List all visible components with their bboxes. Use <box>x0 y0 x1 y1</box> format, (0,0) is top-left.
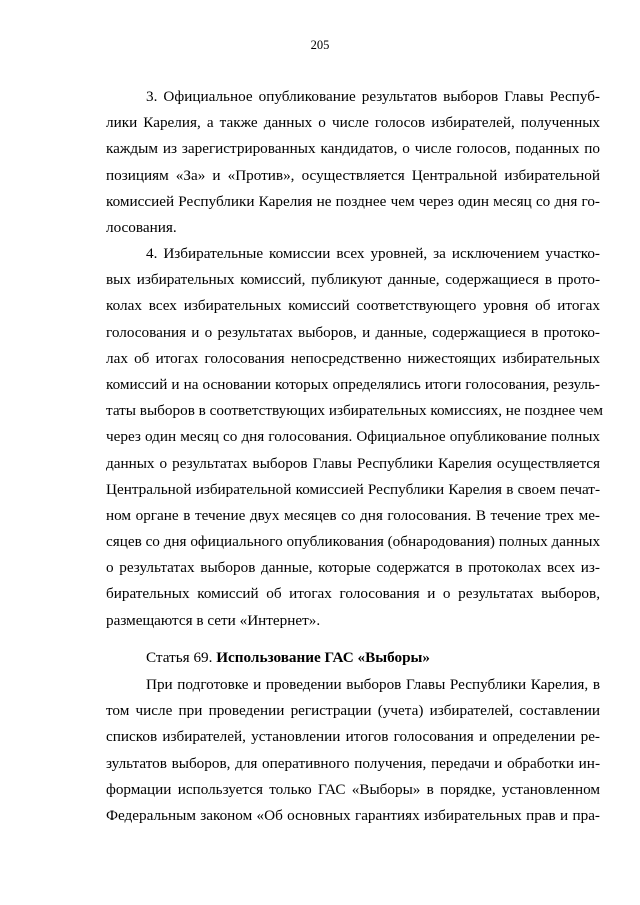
article-heading <box>146 648 430 668</box>
paragraph-line: через один месяц со дня голосования. Официальное опубликование полных <box>106 428 600 446</box>
paragraph-4 <box>106 241 604 634</box>
paragraph-line: списков избирателей, установлении итогов голосования и определении ре- <box>106 728 600 746</box>
paragraph-line: бирательных комиссий об итогах голосования и о результатах выборов, <box>106 585 600 603</box>
paragraph-line: зультатов выборов, для оперативного получения, передачи и обработки ин- <box>106 754 600 772</box>
paragraph-line: колах всех избирательных комиссий соответствующего уровня об итогах <box>106 297 600 315</box>
paragraph-line: ном органе в течение двух месяцев со дня голосования. В течение трех ме- <box>106 506 600 524</box>
paragraph-3 <box>106 84 600 241</box>
paragraph-line: позициям «За» и «Против», осуществляется Центральной избирательной <box>106 166 600 184</box>
article-number: Статья 69. <box>146 649 213 666</box>
paragraph-line: формации используется только ГАС «Выборы» в порядке, установленном <box>106 780 600 798</box>
paragraph-line: Центральной избирательной комиссией Республики Карелия в своем печат- <box>106 480 600 498</box>
paragraph-line: том числе при проведении регистрации (учета) избирателей, составлении <box>106 702 600 720</box>
paragraph-line: При подготовке и проведении выборов Главы Республики Карелия, в <box>146 676 600 693</box>
paragraph-5 <box>106 672 600 829</box>
paragraph-line: комиссий и на основании которых определялись итоги голосования, резуль- <box>106 375 600 393</box>
paragraph-line: лосования. <box>106 218 177 236</box>
paragraph-line: таты выборов в соответствующих избирательных комиссиях, не позднее чем <box>106 402 604 420</box>
paragraph-line: 4. Избирательные комиссии всех уровней, за исключением участко- <box>146 245 600 262</box>
paragraph-line: вых избирательных комиссий, публикуют данные, содержащиеся в прото- <box>106 271 600 289</box>
paragraph-line: о результатах выборов данные, которые содержатся в протоколах всех из- <box>106 559 600 577</box>
paragraph-line: размещаются в сети «Интернет». <box>106 611 321 629</box>
article-title: Использование ГАС «Выборы» <box>216 649 430 666</box>
page-number: 205 <box>310 38 330 52</box>
paragraph-line: каждым из зарегистрированных кандидатов, о числе голосов, поданных по <box>106 140 600 158</box>
paragraph-line: лики Карелия, а также данных о числе голосов избирателей, полученных <box>106 114 600 132</box>
paragraph-line: Федеральным законом «Об основных гарантиях избирательных прав и пра- <box>106 806 600 824</box>
paragraph-line: голосования и о результатах выборов, и данные, содержащиеся в протоко- <box>106 323 600 341</box>
paragraph-line: сяцев со дня официального опубликования (обнародования) полных данных <box>106 533 601 551</box>
paragraph-line: комиссией Республики Карелия не позднее чем через один месяц со дня го- <box>106 192 600 210</box>
paragraph-line: лах об итогах голосования непосредственно нижестоящих избирательных <box>106 349 600 367</box>
paragraph-line: данных о результатах выборов Главы Республики Карелия осуществляется <box>106 454 600 472</box>
paragraph-line: 3. Официальное опубликование результатов выборов Главы Респуб- <box>146 88 600 105</box>
